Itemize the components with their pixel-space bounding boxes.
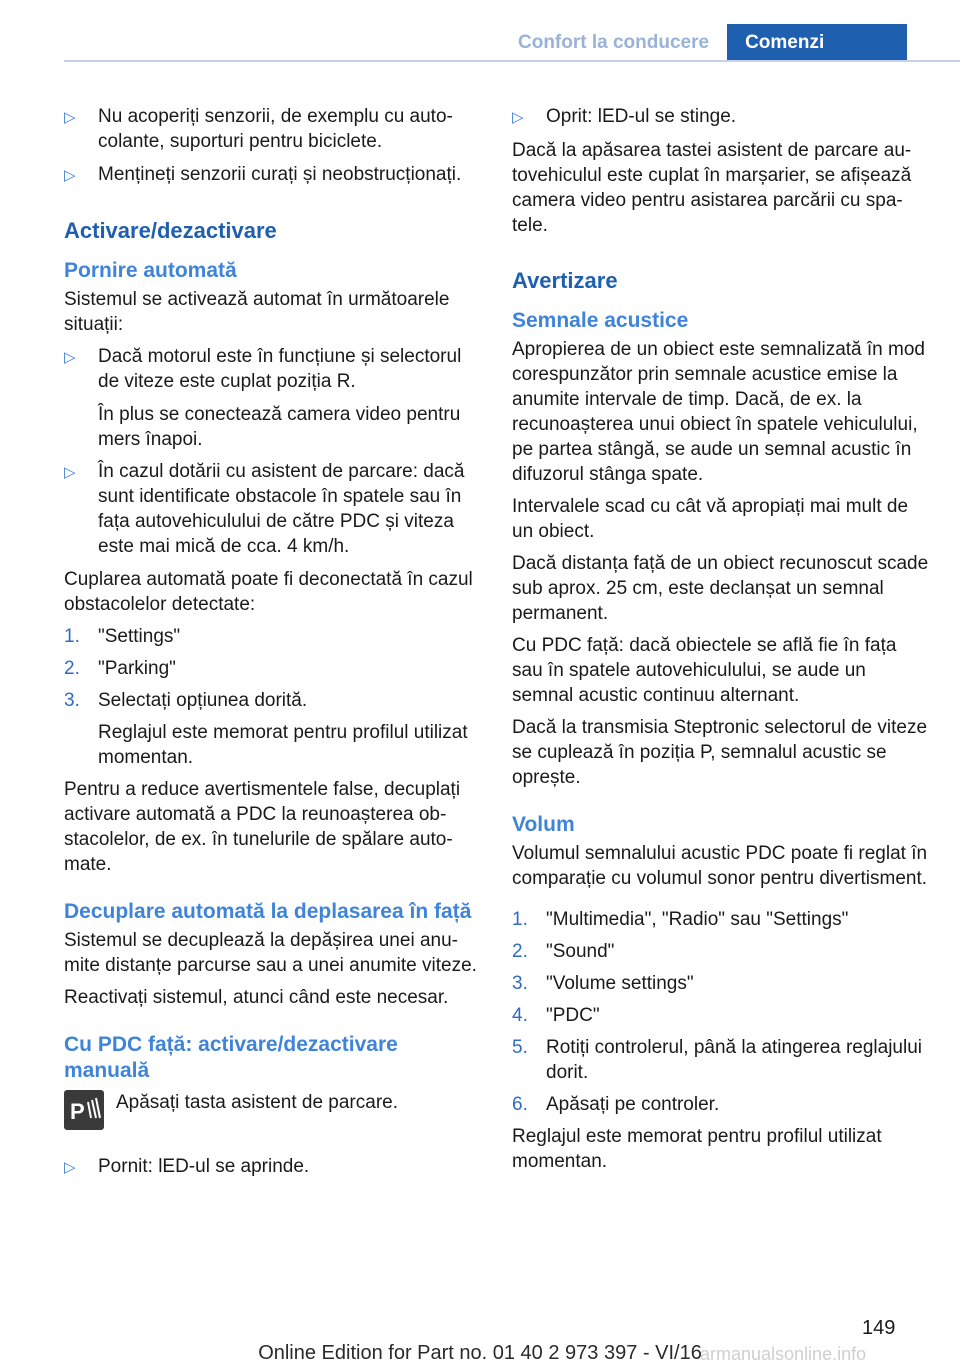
step-item bbox=[512, 939, 932, 964]
list-item bbox=[512, 104, 932, 130]
step-number: 2. bbox=[512, 941, 528, 962]
step-number: 6. bbox=[512, 1094, 528, 1115]
page-number: 149 bbox=[862, 1317, 896, 1339]
paragraph: Intervalele scad cu cât vă apropiați mai mult de un obiect. bbox=[512, 496, 909, 542]
step-number: 1. bbox=[64, 626, 80, 647]
step-text: "Multimedia", "Radio" sau "Settings" bbox=[546, 909, 849, 930]
step-text: Rotiți controlerul, până la atingerea reglajului dorit. bbox=[546, 1037, 923, 1083]
paragraph: Dacă la transmisia Steptronic selectorul de viteze se cuplează în poziția P, semnalul acustic se oprește. bbox=[512, 717, 928, 788]
triangle-bullet-icon: ▷ bbox=[64, 464, 76, 481]
triangle-bullet-icon: ▷ bbox=[64, 1159, 76, 1176]
paragraph: Reactivați sistemul, atunci când este necesar. bbox=[64, 987, 449, 1008]
button-instruction-text: Apăsați tasta asistent de parcare. bbox=[116, 1092, 398, 1113]
step-item bbox=[64, 624, 482, 649]
bullet-continuation: În plus se conectează camera video pentru mers înapoi. bbox=[98, 404, 461, 450]
triangle-bullet-icon: ▷ bbox=[64, 349, 76, 366]
paragraph: Cuplarea automată poate fi deconectată în cazul obstacolelor detectate: bbox=[64, 569, 473, 615]
triangle-bullet-icon: ▷ bbox=[64, 167, 76, 184]
paragraph: Sistemul se activează automat în următoarele situații: bbox=[64, 289, 450, 335]
step-number: 2. bbox=[64, 658, 80, 679]
step-item bbox=[512, 1035, 932, 1085]
bullet-text: Nu acoperiți senzorii, de exemplu cu autocolante, suporturi pentru biciclete. bbox=[98, 106, 453, 152]
heading-decuplare-automata: Decuplare automată la deplasarea în față bbox=[64, 900, 472, 923]
list-item bbox=[64, 344, 482, 394]
step-text: "Parking" bbox=[98, 658, 176, 679]
heading-semnale-acustice: Semnale acustice bbox=[512, 309, 689, 332]
header-tabs bbox=[500, 24, 907, 62]
tab-comenzi[interactable]: Comenzi bbox=[727, 24, 907, 62]
paragraph: Pentru a reduce avertismentele false, decuplați activare automată a PDC la reunoașterea obstacolelor, de ex. în tunelurile de spălare automate. bbox=[64, 779, 461, 875]
step-text: "PDC" bbox=[546, 1005, 600, 1026]
step-number: 3. bbox=[512, 973, 528, 994]
heading-volum: Volum bbox=[512, 813, 575, 836]
triangle-bullet-icon: ▷ bbox=[64, 109, 76, 126]
step-item bbox=[512, 907, 932, 932]
step-number: 3. bbox=[64, 690, 80, 711]
heading-pdc-fata-manuala: Cu PDC față: activare/dezactivare manuală bbox=[64, 1033, 398, 1082]
step-number: 1. bbox=[512, 909, 528, 930]
triangle-bullet-icon: ▷ bbox=[512, 109, 524, 126]
svg-text:P: P bbox=[70, 1099, 85, 1124]
step-text: "Sound" bbox=[546, 941, 615, 962]
paragraph: Reglajul este memorat pentru profilul utilizat momentan. bbox=[512, 1126, 882, 1172]
bullet-text: Oprit: lED-ul se stinge. bbox=[546, 106, 737, 127]
heading-activare-dezactivare: Activare/dezactivare bbox=[64, 218, 277, 243]
heading-avertizare: Avertizare bbox=[512, 268, 618, 293]
list-item bbox=[64, 104, 482, 154]
step-text: Selectați opțiunea dorită. bbox=[98, 690, 308, 711]
bullet-text: Dacă motorul este în funcțiune și selectorul de viteze este cuplat poziția R. bbox=[98, 346, 462, 392]
list-item bbox=[64, 1154, 482, 1180]
left-column bbox=[64, 104, 482, 1188]
watermark: armanualsonline.info bbox=[700, 1344, 867, 1364]
paragraph: Cu PDC față: dacă obiectele se află fie în fața sau în spatele autovehiculului, se aude un semnal acustic continuu alternant. bbox=[512, 635, 897, 706]
right-column bbox=[512, 104, 932, 1181]
paragraph: Volumul semnalului acustic PDC poate fi reglat în comparație cu volumul sonor pentru divertisment. bbox=[512, 843, 928, 889]
step-item bbox=[64, 688, 482, 713]
heading-pornire-automata: Pornire automată bbox=[64, 259, 237, 282]
step-continuation: Reglajul este memorat pentru profilul utilizat momentan. bbox=[98, 722, 468, 768]
step-text: "Volume settings" bbox=[546, 973, 694, 994]
footer-edition: Online Edition for Part no. 01 40 2 973 397 - VI/16 bbox=[258, 1342, 702, 1364]
step-text: Apăsați pe controler. bbox=[546, 1094, 720, 1115]
parking-button-instruction bbox=[64, 1090, 482, 1130]
paragraph: Dacă la apăsarea tastei asistent de parcare autovehiculul este cuplat în marșarier, se afișează camera video pentru asistarea parcării cu spatele. bbox=[512, 140, 912, 236]
paragraph: Apropierea de un obiect este semnalizată în mod corespunzător prin semnale acustice emise la anumite intervale de timp. Dacă, de ex. la recunoașterea unui obiect în spatele vehiculului, pe partea stângă, se aude un semnal acustic în difuzorul stânga spate. bbox=[512, 339, 925, 485]
parking-assistant-button-icon bbox=[64, 1090, 104, 1130]
step-number: 5. bbox=[512, 1037, 528, 1058]
tab-confort-la-conducere[interactable]: Confort la conducere bbox=[518, 32, 710, 53]
paragraph: Sistemul se decuplează la depășirea unei anumite distanțe parcurse sau a unei anumite viteze. bbox=[64, 930, 477, 976]
bullet-text: Pornit: lED-ul se aprinde. bbox=[98, 1156, 310, 1177]
step-text: "Settings" bbox=[98, 626, 181, 647]
bullet-text: În cazul dotării cu asistent de parcare: dacă sunt identificate obstacole în spatele sau în fața autovehiculului de către PDC și viteza este mai mică de cca. 4 km/h. bbox=[98, 461, 465, 557]
list-item bbox=[64, 162, 482, 188]
paragraph: Dacă distanța față de un obiect recunoscut scade sub aprox. 25 cm, este declanșat un semnal permanent. bbox=[512, 553, 929, 624]
list-item bbox=[64, 459, 482, 559]
step-item bbox=[64, 656, 482, 681]
step-item bbox=[512, 1003, 932, 1028]
bullet-text: Mențineți senzorii curați și neobstrucționați. bbox=[98, 164, 462, 185]
header-divider bbox=[64, 60, 960, 62]
step-item bbox=[512, 971, 932, 996]
step-number: 4. bbox=[512, 1005, 528, 1026]
step-item bbox=[512, 1092, 932, 1117]
